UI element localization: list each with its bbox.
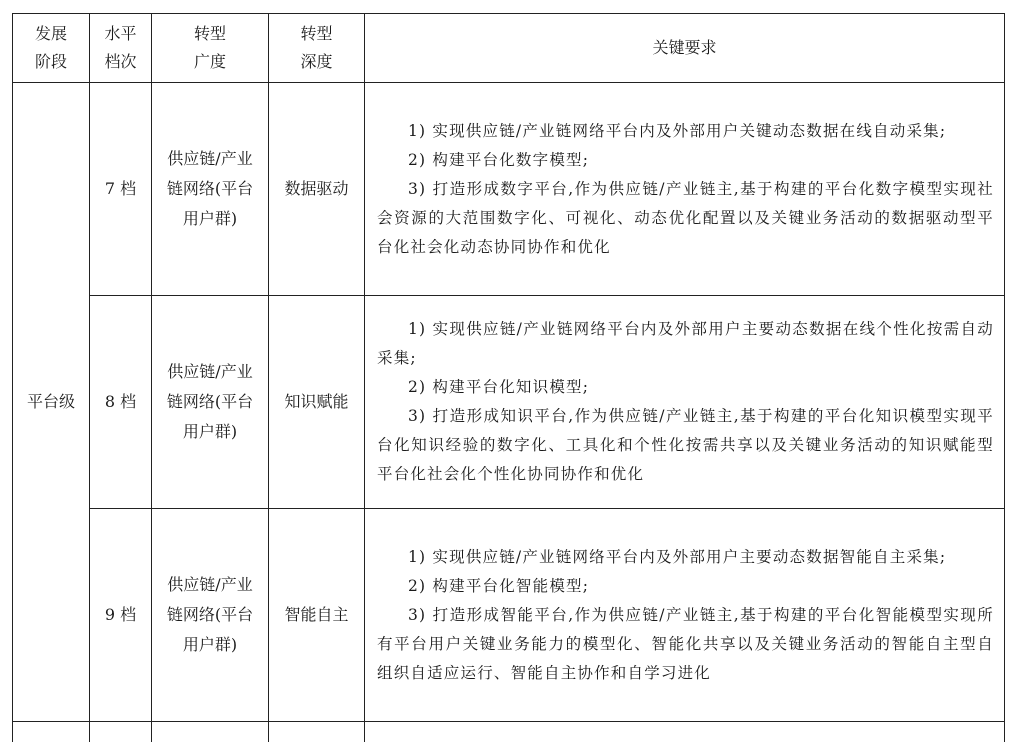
cutoff-cell: [152, 722, 269, 742]
header-depth: 转型深度: [269, 14, 365, 83]
table-header-row: [13, 14, 1005, 83]
breadth-cell: 供应链/产业链网络(平台用户群): [152, 296, 269, 509]
requirement-item: 1) 实现供应链/产业链网络平台内及外部用户主要动态数据在线个性化按需自动采集;: [377, 315, 994, 373]
table-row-cutoff: [13, 722, 1005, 742]
requirement-item: 3) 打造形成数字平台,作为供应链/产业链主,基于构建的平台化数字模型实现社会资源的大范围数字化、可视化、动态优化配置以及关键业务活动的数据驱动型平台化社会化动态协同协作和优化: [377, 175, 994, 262]
stage-cell: 平台级: [13, 83, 90, 722]
requirements-cell: [365, 296, 1005, 509]
table-row: [13, 83, 1005, 296]
breadth-cell: 供应链/产业链网络(平台用户群): [152, 509, 269, 722]
table-row: [13, 296, 1005, 509]
requirement-item: 1) 实现供应链/产业链网络平台内及外部用户关键动态数据在线自动采集;: [377, 117, 994, 146]
level-cell: 9 档: [90, 509, 152, 722]
requirement-item: 2) 构建平台化智能模型;: [377, 572, 994, 601]
table-row: [13, 509, 1005, 722]
cutoff-cell: [13, 722, 90, 742]
requirement-item: 1) 实现供应链/产业链网络平台内及外部用户主要动态数据智能自主采集;: [377, 543, 994, 572]
cutoff-cell: [90, 722, 152, 742]
maturity-level-table: [12, 13, 1005, 742]
requirement-item: 3) 打造形成智能平台,作为供应链/产业链主,基于构建的平台化智能模型实现所有平台用户关键业务能力的模型化、智能化共享以及关键业务活动的智能自主型自组织自适应运行、智能自主协作和自学习进化: [377, 601, 994, 688]
header-level: 水平档次: [90, 14, 152, 83]
breadth-cell: 供应链/产业链网络(平台用户群): [152, 83, 269, 296]
requirements-cell: [365, 83, 1005, 296]
header-breadth: 转型广度: [152, 14, 269, 83]
depth-cell: 智能自主: [269, 509, 365, 722]
level-cell: 7 档: [90, 83, 152, 296]
depth-cell: 知识赋能: [269, 296, 365, 509]
requirement-item: 3) 打造形成知识平台,作为供应链/产业链主,基于构建的平台化知识模型实现平台化知识经验的数字化、工具化和个性化按需共享以及关键业务活动的知识赋能型平台化社会化个性化协同协作和优化: [377, 402, 994, 489]
depth-cell: 数据驱动: [269, 83, 365, 296]
level-cell: 8 档: [90, 296, 152, 509]
requirement-item: 2) 构建平台化数字模型;: [377, 146, 994, 175]
header-requirements: 关键要求: [365, 14, 1005, 83]
header-stage: 发展阶段: [13, 14, 90, 83]
cutoff-cell: [269, 722, 365, 742]
cutoff-cell: [365, 722, 1005, 742]
requirements-cell: [365, 509, 1005, 722]
requirement-item: 2) 构建平台化知识模型;: [377, 373, 994, 402]
